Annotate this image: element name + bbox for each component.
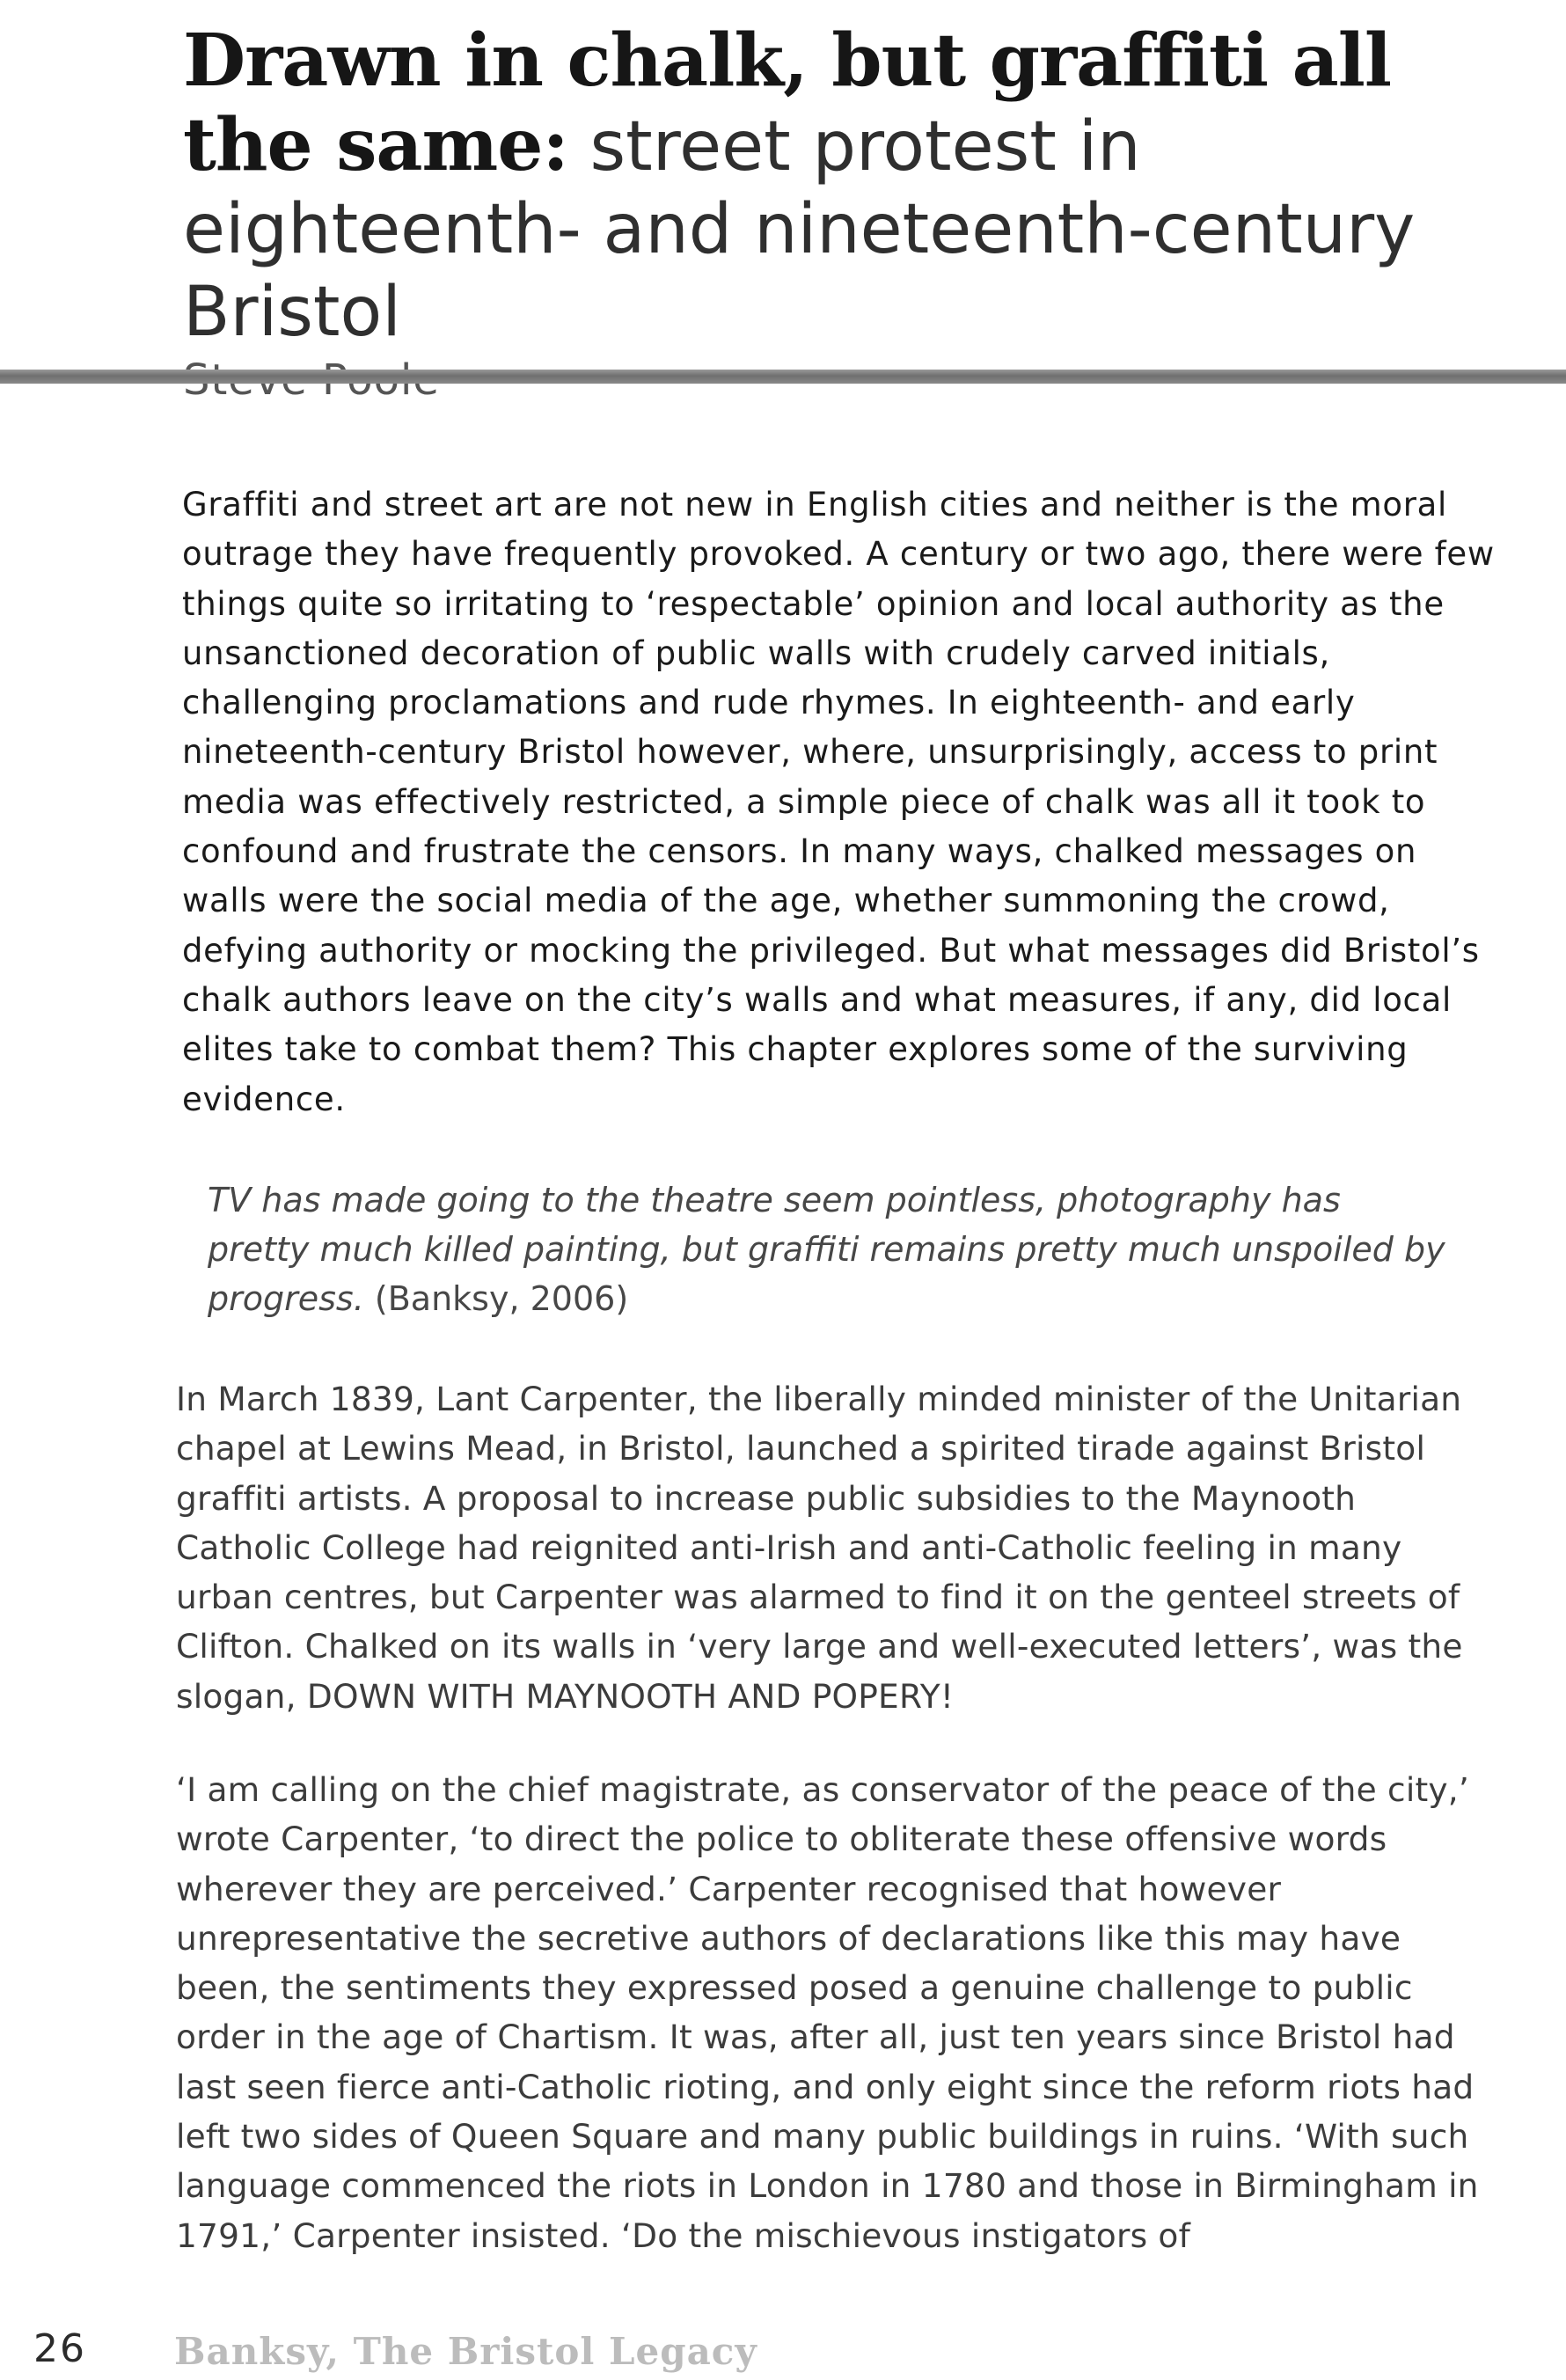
epigraph	[208, 1175, 1448, 1323]
chapter-abstract: Graffiti and street art are not new in English cities and neither is the moral outrage they have frequently provoked. A century or two ago, there were few things quite so irritating to ‘respectable’ opinion and local authority as the unsanctioned decoration of public walls with crudely carved initials, challenging proclamations and rude rhymes. In eighteenth- and early nineteenth-century Bristol however, where, unsurprisingly, access to print media was effectively restricted, a simple piece of chalk was all it took to confound and frustrate the censors. In many ways, chalked messages on walls were the social media of the age, whether summoning the crowd, defying authority or mocking the privileged. But what messages did Bristol’s chalk authors leave on the city’s walls and what measures, if any, did local elites take to combat them? This chapter explores some of the surviving evidence.	[182, 486, 1495, 1118]
epigraph-text: TV has made going to the theatre seem pointless, photography has pretty much killed painting, but graffiti remains pretty much unspoiled by progress.	[208, 1181, 1445, 1318]
body-paragraph-1: In March 1839, Lant Carpenter, the liberally minded minister of the Unitarian chapel at Lewins Mead, in Bristol, launched a spirited tirade against Bristol graffiti artists. A proposal to increase public subsidies to the Maynooth Catholic College had reignited anti-Irish and anti-Catholic feeling in many urban centres, but Carpenter was alarmed to find it on the genteel streets of Clifton. Chalked on its walls in ‘very large and well-executed letters’, was the slogan, DOWN WITH MAYNOOTH AND POPERY!	[176, 1380, 1463, 1716]
chapter-title-bold: Drawn in chalk, but graffiti all the same:	[183, 18, 1392, 187]
running-footer-title: Banksy, The Bristol Legacy	[174, 2330, 757, 2373]
epigraph-citation: (Banksy, 2006)	[374, 1279, 629, 1318]
body-paragraph-2: ‘I am calling on the chief magistrate, as conservator of the peace of the city,’ wrote Carpenter, ‘to direct the police to obliterate these offensive words wherever they are perceived.’ Carpenter recognised that however unrepresentative the secretive authors of declarations like this may have been, the sentiments they expressed posed a genuine challenge to public order in the age of Chartism. It was, after all, just ten years since Bristol had last seen fierce anti-Catholic rioting, and only eight since the reform riots had left two sides of Queen Square and many public buildings in ruins. ‘With such language commenced the riots in London in 1780 and those in Birmingham in 1791,’ Carpenter insisted. ‘Do the mischievous instigators of	[176, 1770, 1479, 2255]
heading-divider	[0, 370, 1566, 384]
chapter-title-subtitle: street protest in eighteenth- and nineteenth-century Bristol	[183, 107, 1416, 352]
page-number: 26	[33, 2326, 86, 2371]
chapter-title	[183, 19, 1538, 354]
chapter-heading	[183, 19, 1538, 405]
